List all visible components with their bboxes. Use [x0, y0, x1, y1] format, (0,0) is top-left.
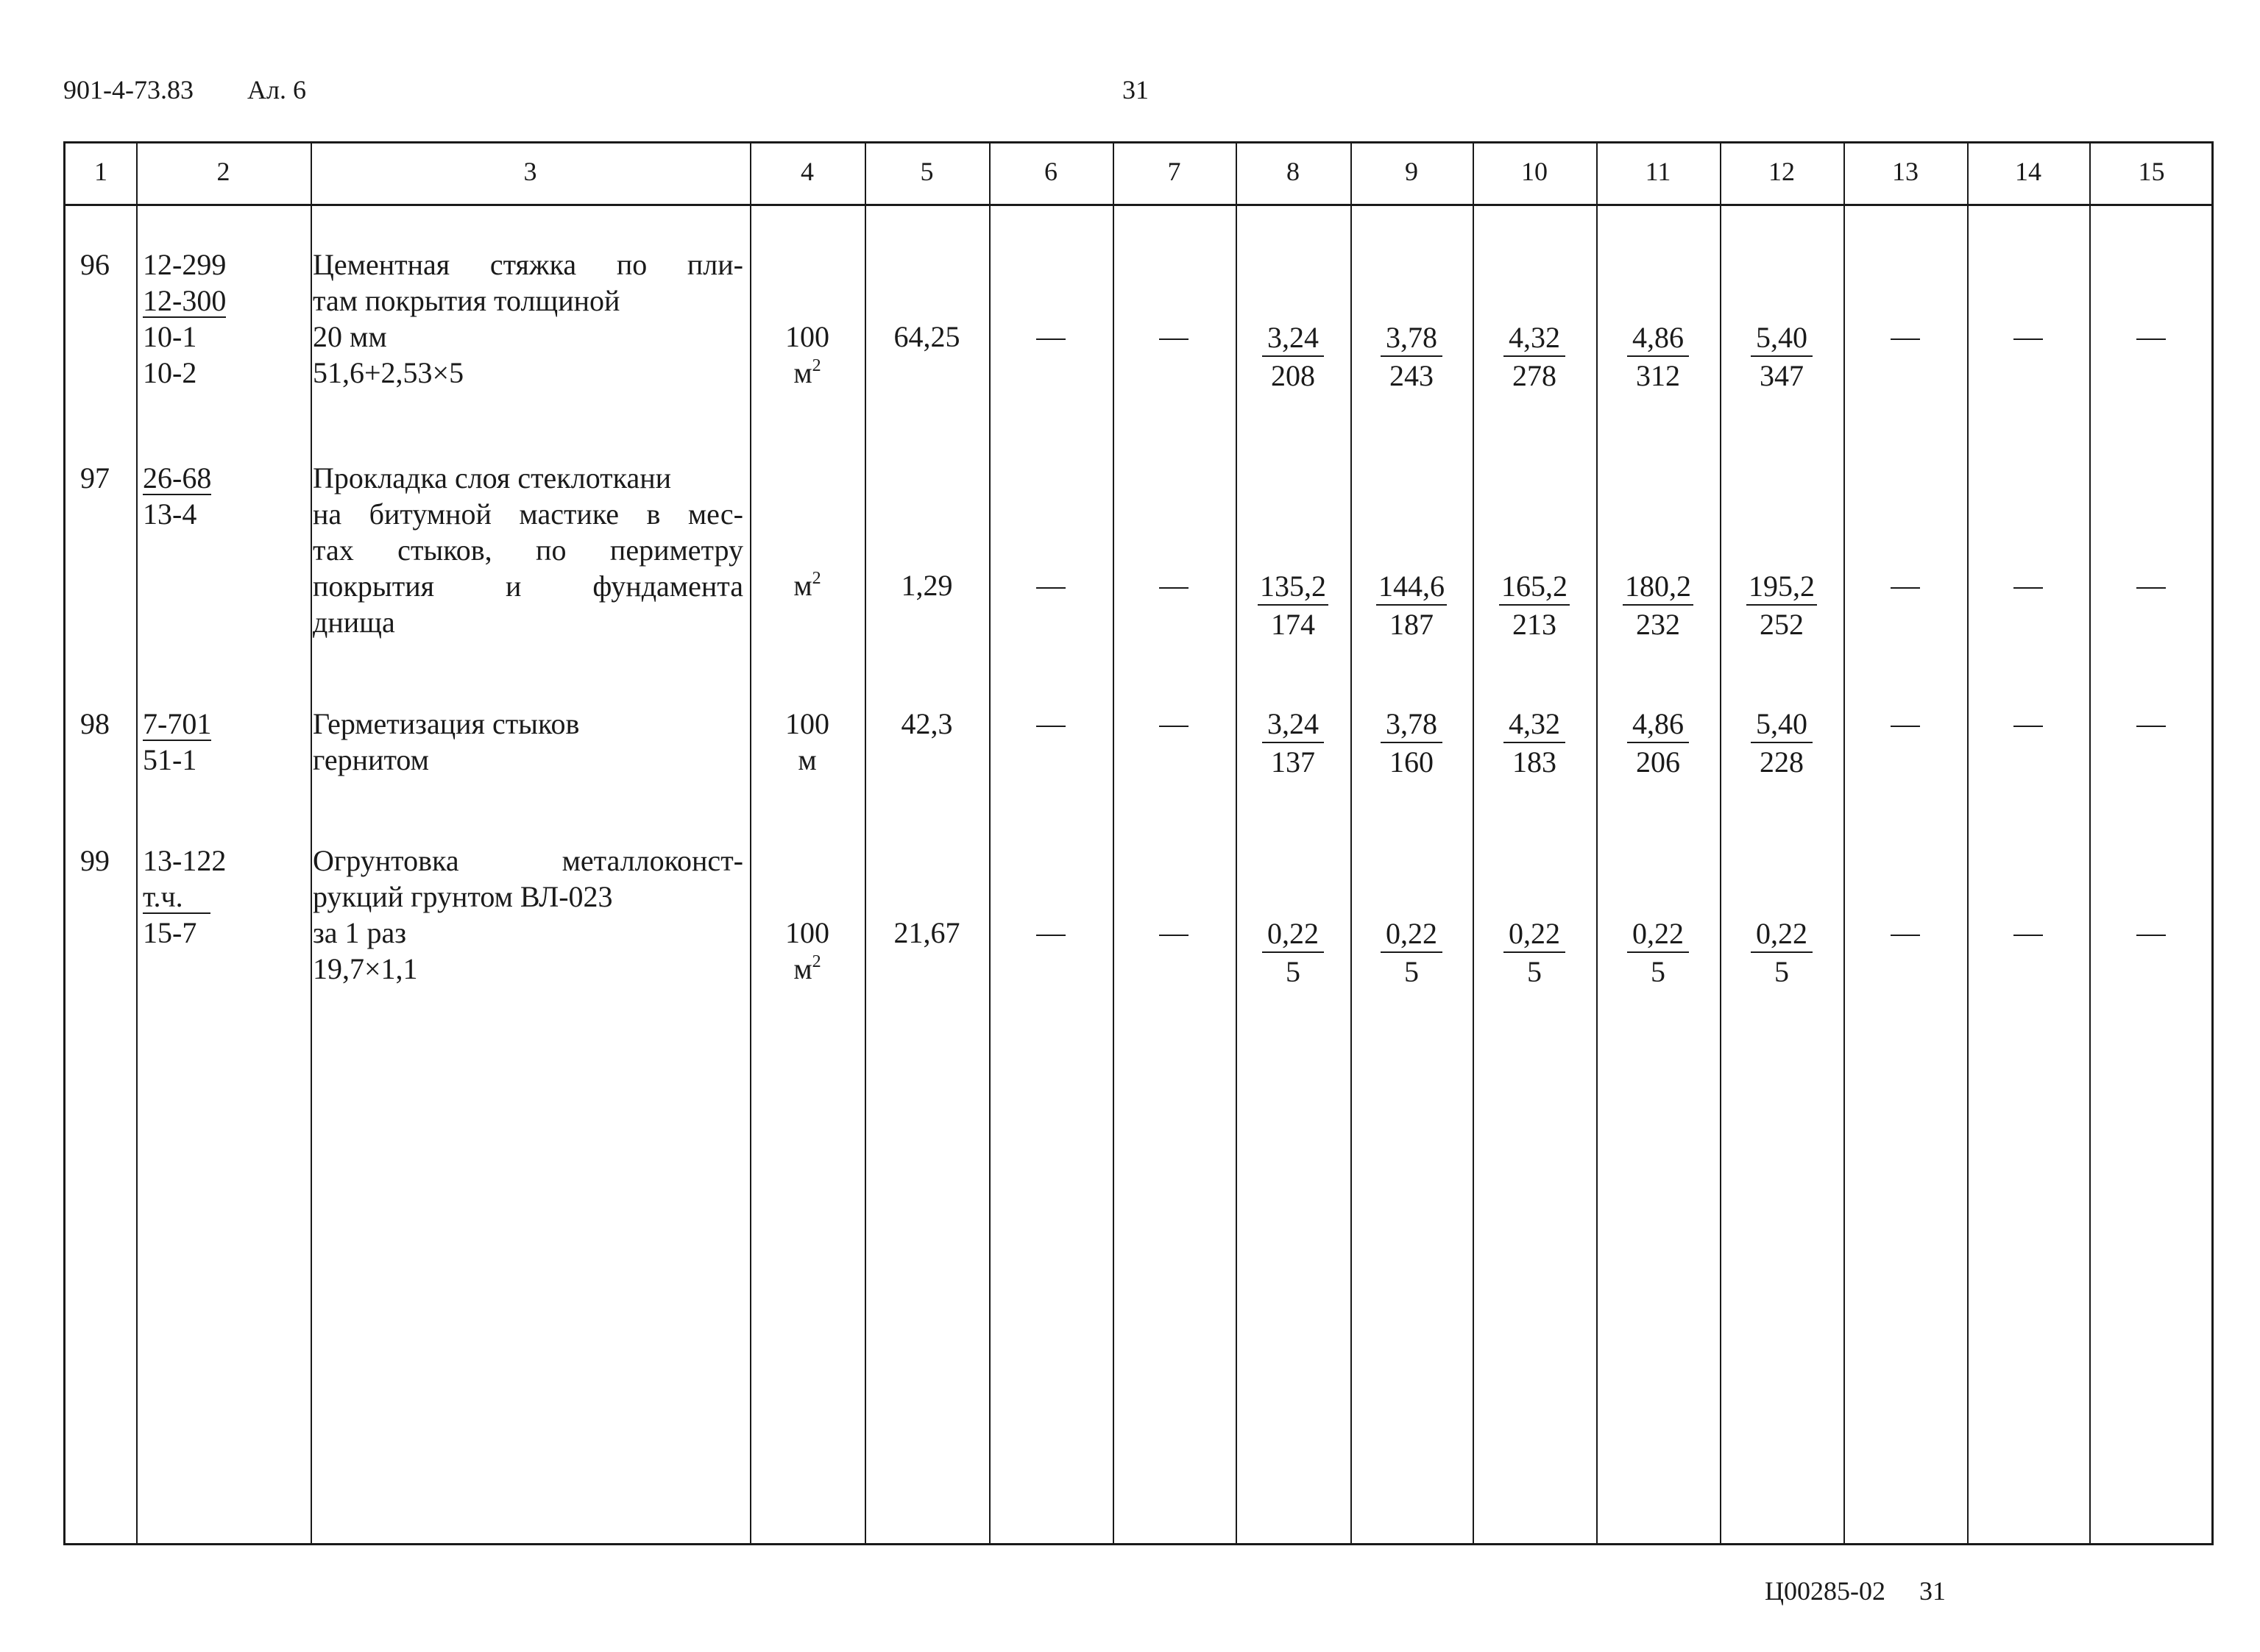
grid-line [311, 143, 312, 1543]
row-number: 97 [80, 461, 110, 494]
fraction-numerator: 5,40 [1751, 709, 1813, 743]
fraction-numerator: 4,32 [1503, 709, 1565, 743]
fraction [1720, 709, 1843, 777]
fraction [1473, 919, 1596, 987]
column-header-9: 9 [1405, 157, 1418, 186]
fraction [1473, 323, 1596, 391]
empty-dash [2013, 726, 2043, 727]
column-header-11: 11 [1645, 157, 1671, 186]
fraction-numerator: 3,24 [1262, 323, 1324, 357]
description-line: гернитом [313, 743, 429, 776]
fraction-numerator: 0,22 [1262, 919, 1324, 953]
work-description [313, 460, 743, 640]
unit-measure [750, 951, 865, 987]
fraction-numerator: 4,86 [1627, 323, 1689, 357]
fraction-denominator: 252 [1760, 608, 1804, 641]
unit-measure [750, 567, 865, 603]
fraction-numerator: 5,40 [1751, 323, 1813, 357]
description-line: Герметизация стыков [313, 707, 580, 740]
fraction [1236, 323, 1350, 391]
description-line: тах стыков, по периметру [313, 533, 743, 567]
unit-value: 100 [785, 916, 829, 949]
empty-dash [1159, 587, 1189, 589]
unit-exponent: 2 [812, 356, 821, 375]
description-line: за 1 раз [313, 916, 407, 949]
fraction-numerator: 0,22 [1751, 919, 1813, 953]
fraction [1596, 919, 1720, 987]
description-line: Огрунтовка металлоконст- [313, 844, 743, 877]
empty-dash [1036, 587, 1066, 589]
description-line: Цементная стяжка по пли- [313, 248, 743, 281]
empty-dash [2136, 935, 2166, 936]
unit-letter: м [793, 952, 812, 985]
fraction [1596, 572, 1720, 639]
fraction-denominator: 137 [1271, 745, 1315, 779]
fraction-denominator: 183 [1512, 745, 1556, 779]
empty-dash [1159, 338, 1189, 340]
fraction [1350, 709, 1473, 777]
norm-code: 10-2 [143, 356, 197, 389]
fraction-denominator: 5 [1527, 955, 1542, 988]
norm-code: 10-1 [143, 320, 197, 353]
fraction [1473, 709, 1596, 777]
fraction-numerator: 0,22 [1381, 919, 1442, 953]
fraction-denominator: 160 [1389, 745, 1434, 779]
fraction-numerator: 0,22 [1627, 919, 1689, 953]
column-header-14: 14 [2015, 157, 2041, 186]
description-line: 20 мм [313, 320, 387, 353]
sheet-label: Ал. 6 [247, 75, 306, 104]
column-header-4: 4 [801, 157, 814, 186]
column-header-3: 3 [523, 157, 537, 186]
fraction-denominator: 174 [1271, 608, 1315, 641]
norm-code: 13-122 [143, 844, 227, 877]
empty-dash [1891, 726, 1920, 727]
fraction-denominator: 232 [1636, 608, 1680, 641]
footer-page: 31 [1919, 1576, 1946, 1606]
fraction-numerator: 180,2 [1623, 572, 1693, 606]
fraction-denominator: 243 [1389, 359, 1434, 392]
fraction-denominator: 206 [1636, 745, 1680, 779]
description-line: там покрытия толщиной [313, 284, 620, 317]
fraction-numerator: 165,2 [1499, 572, 1570, 606]
fraction-numerator: 0,22 [1503, 919, 1565, 953]
row-number: 98 [80, 707, 110, 740]
fraction [1596, 323, 1720, 391]
description-line: на битумной мастике в мес- [313, 497, 743, 531]
footer-code: Ц00285-02 [1765, 1576, 1885, 1606]
fraction-numerator: 3,78 [1381, 709, 1442, 743]
fraction-denominator: 5 [1774, 955, 1789, 988]
norm-code-underlined [143, 879, 210, 915]
fraction-numerator: 3,78 [1381, 323, 1442, 357]
column-header-1: 1 [94, 157, 107, 186]
fraction-denominator: 228 [1760, 745, 1804, 779]
column-header-15: 15 [2138, 157, 2165, 186]
empty-dash [2136, 726, 2166, 727]
column-header-2: 2 [216, 157, 230, 186]
fraction-denominator: 278 [1512, 359, 1556, 392]
empty-dash [2136, 338, 2166, 340]
quantity: 64,25 [893, 320, 960, 353]
empty-dash [1159, 726, 1189, 727]
unit-measure: м [798, 743, 817, 776]
grid-line [1967, 143, 1969, 1543]
empty-dash [1891, 935, 1920, 936]
empty-dash [2013, 338, 2043, 340]
unit-exponent: 2 [812, 569, 821, 588]
fraction-denominator: 187 [1389, 608, 1434, 641]
description-line: 19,7×1,1 [313, 952, 418, 985]
fraction-numerator: 4,86 [1627, 709, 1689, 743]
column-header-12: 12 [1768, 157, 1795, 186]
fraction [1350, 919, 1473, 987]
norm-code-underlined [143, 283, 226, 319]
fraction-denominator: 5 [1404, 955, 1419, 988]
fraction [1720, 323, 1843, 391]
norm-code: 12-300 [143, 284, 227, 317]
fraction [1596, 709, 1720, 777]
empty-dash [1036, 338, 1066, 340]
fraction [1473, 572, 1596, 639]
quantity: 21,67 [893, 916, 960, 949]
document-code: 901-4-73.83 [63, 75, 194, 104]
work-description [313, 843, 743, 987]
norm-code: 26-68 [143, 461, 212, 494]
fraction [1236, 709, 1350, 777]
empty-dash [1159, 935, 1189, 936]
empty-dash [2013, 587, 2043, 589]
norm-code: 13-4 [143, 497, 197, 531]
unit-value: 100 [785, 320, 829, 353]
norm-code: 12-299 [143, 248, 227, 281]
description-line: 51,6+2,53×5 [313, 356, 464, 389]
fraction-denominator: 347 [1760, 359, 1804, 392]
estimate-table [63, 141, 2214, 1545]
fraction-numerator: 4,32 [1503, 323, 1565, 357]
unit-measure [750, 355, 865, 391]
fraction [1720, 919, 1843, 987]
unit-letter: м [793, 356, 812, 389]
fraction-denominator: 208 [1271, 359, 1315, 392]
grid-line [1113, 143, 1114, 1543]
norm-code: 51-1 [143, 743, 197, 776]
norm-code: 15-7 [143, 916, 197, 949]
norm-code: 7-701 [143, 707, 212, 740]
description-line: покрытия и фундамента [313, 570, 743, 603]
fraction-numerator: 3,24 [1262, 709, 1324, 743]
fraction-numerator: 135,2 [1258, 572, 1328, 606]
fraction-numerator: 144,6 [1376, 572, 1447, 606]
unit-value: 100 [785, 707, 829, 740]
description-line: Прокладка слоя стеклоткани [313, 461, 672, 494]
fraction [1350, 572, 1473, 639]
norm-code-underlined [143, 460, 211, 496]
empty-dash [1891, 587, 1920, 589]
column-header-8: 8 [1286, 157, 1300, 186]
column-header-7: 7 [1167, 157, 1181, 186]
fraction-denominator: 5 [1651, 955, 1665, 988]
page-number: 31 [1122, 75, 1149, 104]
description-line: днища [313, 606, 395, 639]
fraction-denominator: 312 [1636, 359, 1680, 392]
footer [1765, 1578, 1946, 1604]
column-header-10: 10 [1521, 157, 1548, 186]
norm-code-underlined [143, 706, 211, 742]
unit-exponent: 2 [812, 952, 821, 971]
quantity: 42,3 [901, 707, 953, 740]
grid-line [989, 143, 991, 1543]
grid-line [1843, 143, 1845, 1543]
grid-line [136, 143, 138, 1543]
column-header-6: 6 [1044, 157, 1058, 186]
fraction [1236, 572, 1350, 639]
fraction [1720, 572, 1843, 639]
row-number: 99 [80, 844, 110, 877]
column-header-5: 5 [920, 157, 934, 186]
unit-letter: м [793, 569, 812, 602]
fraction-numerator: 195,2 [1746, 572, 1817, 606]
empty-dash [1036, 935, 1066, 936]
empty-dash [2136, 587, 2166, 589]
row-number: 96 [80, 248, 110, 281]
column-header-13: 13 [1892, 157, 1919, 186]
fraction-denominator: 213 [1512, 608, 1556, 641]
norm-code: т.ч. [143, 882, 210, 914]
quantity: 1,29 [901, 569, 953, 602]
grid-line [2089, 143, 2091, 1543]
fraction [1236, 919, 1350, 987]
work-description [313, 247, 743, 391]
empty-dash [1036, 726, 1066, 727]
work-description [313, 706, 743, 778]
empty-dash [1891, 338, 1920, 340]
description-line: рукций грунтом ВЛ-023 [313, 880, 613, 913]
fraction-denominator: 5 [1286, 955, 1300, 988]
fraction [1350, 323, 1473, 391]
header-rule [65, 204, 2211, 206]
empty-dash [2013, 935, 2043, 936]
